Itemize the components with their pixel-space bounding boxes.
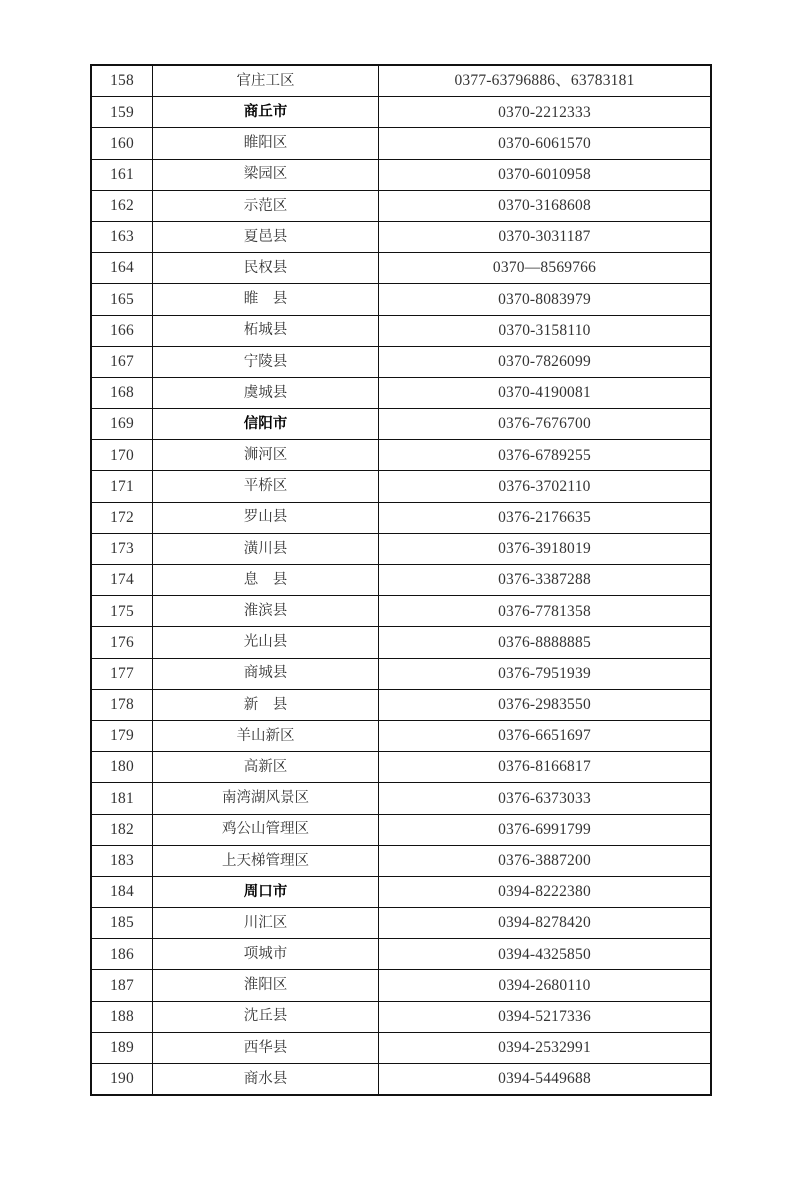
phone-number-cell: 0376-7676700 <box>379 409 712 440</box>
phone-number-cell: 0370-2212333 <box>379 97 712 128</box>
phone-number-cell: 0377-63796886、63783181 <box>379 65 712 97</box>
table-row <box>91 315 711 346</box>
phone-number-cell: 0370-6061570 <box>379 128 712 159</box>
unit-name-cell: 睢阳区 <box>153 128 379 159</box>
phone-number-cell: 0370-8083979 <box>379 284 712 315</box>
table-row <box>91 346 711 377</box>
table-row <box>91 596 711 627</box>
phone-number-cell: 0370-7826099 <box>379 346 712 377</box>
phone-number-cell: 0370-6010958 <box>379 159 712 190</box>
table-row <box>91 627 711 658</box>
unit-name-cell: 商水县 <box>153 1064 379 1096</box>
table-row <box>91 128 711 159</box>
unit-name-cell: 宁陵县 <box>153 346 379 377</box>
table-row <box>91 409 711 440</box>
row-number-cell: 190 <box>91 1064 153 1096</box>
table-row <box>91 159 711 190</box>
unit-name-cell: 淮阳区 <box>153 970 379 1001</box>
table-row <box>91 253 711 284</box>
row-number-cell: 158 <box>91 65 153 97</box>
unit-name-cell: 浉河区 <box>153 440 379 471</box>
row-number-cell: 189 <box>91 1032 153 1063</box>
phone-number-cell: 0394-5449688 <box>379 1064 712 1096</box>
row-number-cell: 181 <box>91 783 153 814</box>
table-row <box>91 65 711 97</box>
unit-name-cell: 民权县 <box>153 253 379 284</box>
table-row <box>91 658 711 689</box>
phone-number-cell: 0394-2680110 <box>379 970 712 1001</box>
unit-name-cell: 新 县 <box>153 689 379 720</box>
table-row <box>91 97 711 128</box>
row-number-cell: 179 <box>91 720 153 751</box>
phone-number-cell: 0376-6373033 <box>379 783 712 814</box>
table-row <box>91 845 711 876</box>
table-row <box>91 221 711 252</box>
table-row <box>91 565 711 596</box>
row-number-cell: 180 <box>91 752 153 783</box>
table-row <box>91 190 711 221</box>
row-number-cell: 177 <box>91 658 153 689</box>
row-number-cell: 165 <box>91 284 153 315</box>
unit-name-cell: 淮滨县 <box>153 596 379 627</box>
unit-name-cell: 平桥区 <box>153 471 379 502</box>
unit-name-cell: 项城市 <box>153 939 379 970</box>
unit-name-cell: 夏邑县 <box>153 221 379 252</box>
phone-number-cell: 0394-2532991 <box>379 1032 712 1063</box>
table-row <box>91 1064 711 1096</box>
table-row <box>91 377 711 408</box>
row-number-cell: 169 <box>91 409 153 440</box>
unit-name-cell: 商城县 <box>153 658 379 689</box>
table-row <box>91 752 711 783</box>
row-number-cell: 182 <box>91 814 153 845</box>
phone-number-cell: 0376-3702110 <box>379 471 712 502</box>
document-page <box>90 64 712 1096</box>
row-number-cell: 173 <box>91 533 153 564</box>
row-number-cell: 167 <box>91 346 153 377</box>
phone-number-cell: 0376-7951939 <box>379 658 712 689</box>
phone-number-cell: 0376-7781358 <box>379 596 712 627</box>
unit-name-cell: 高新区 <box>153 752 379 783</box>
phone-number-cell: 0394-4325850 <box>379 939 712 970</box>
table-row <box>91 502 711 533</box>
table-row <box>91 970 711 1001</box>
unit-name-cell: 虞城县 <box>153 377 379 408</box>
row-number-cell: 170 <box>91 440 153 471</box>
row-number-cell: 162 <box>91 190 153 221</box>
row-number-cell: 160 <box>91 128 153 159</box>
phone-number-cell: 0394-8278420 <box>379 908 712 939</box>
unit-name-cell: 官庄工区 <box>153 65 379 97</box>
table-body <box>91 65 711 1095</box>
row-number-cell: 178 <box>91 689 153 720</box>
unit-name-cell: 示范区 <box>153 190 379 221</box>
row-number-cell: 176 <box>91 627 153 658</box>
row-number-cell: 166 <box>91 315 153 346</box>
unit-name-cell: 西华县 <box>153 1032 379 1063</box>
row-number-cell: 186 <box>91 939 153 970</box>
phone-number-cell: 0370-3158110 <box>379 315 712 346</box>
phone-number-cell: 0370-3168608 <box>379 190 712 221</box>
table-row <box>91 908 711 939</box>
row-number-cell: 161 <box>91 159 153 190</box>
row-number-cell: 174 <box>91 565 153 596</box>
phone-number-cell: 0376-6789255 <box>379 440 712 471</box>
unit-name-cell: 潢川县 <box>153 533 379 564</box>
unit-name-cell: 川汇区 <box>153 908 379 939</box>
phone-number-cell: 0394-5217336 <box>379 1001 712 1032</box>
phone-number-cell: 0376-3387288 <box>379 565 712 596</box>
unit-name-cell: 羊山新区 <box>153 720 379 751</box>
phone-number-cell: 0376-2983550 <box>379 689 712 720</box>
table-row <box>91 783 711 814</box>
phone-directory-table <box>90 64 712 1096</box>
unit-name-cell: 沈丘县 <box>153 1001 379 1032</box>
row-number-cell: 164 <box>91 253 153 284</box>
row-number-cell: 172 <box>91 502 153 533</box>
row-number-cell: 184 <box>91 876 153 907</box>
city-name-cell: 信阳市 <box>153 409 379 440</box>
unit-name-cell: 罗山县 <box>153 502 379 533</box>
phone-number-cell: 0376-3887200 <box>379 845 712 876</box>
unit-name-cell: 光山县 <box>153 627 379 658</box>
table-row <box>91 689 711 720</box>
table-row <box>91 1001 711 1032</box>
unit-name-cell: 上天梯管理区 <box>153 845 379 876</box>
unit-name-cell: 柘城县 <box>153 315 379 346</box>
city-name-cell: 商丘市 <box>153 97 379 128</box>
phone-number-cell: 0376-8888885 <box>379 627 712 658</box>
table-row <box>91 1032 711 1063</box>
unit-name-cell: 睢 县 <box>153 284 379 315</box>
row-number-cell: 163 <box>91 221 153 252</box>
table-row <box>91 284 711 315</box>
table-row <box>91 814 711 845</box>
row-number-cell: 175 <box>91 596 153 627</box>
phone-number-cell: 0370-4190081 <box>379 377 712 408</box>
phone-number-cell: 0376-3918019 <box>379 533 712 564</box>
table-row <box>91 720 711 751</box>
phone-number-cell: 0376-2176635 <box>379 502 712 533</box>
phone-number-cell: 0376-6991799 <box>379 814 712 845</box>
row-number-cell: 185 <box>91 908 153 939</box>
table-row <box>91 440 711 471</box>
unit-name-cell: 鸡公山管理区 <box>153 814 379 845</box>
row-number-cell: 171 <box>91 471 153 502</box>
table-row <box>91 471 711 502</box>
unit-name-cell: 南湾湖风景区 <box>153 783 379 814</box>
table-row <box>91 876 711 907</box>
table-row <box>91 533 711 564</box>
table-row <box>91 939 711 970</box>
row-number-cell: 187 <box>91 970 153 1001</box>
city-name-cell: 周口市 <box>153 876 379 907</box>
unit-name-cell: 梁园区 <box>153 159 379 190</box>
row-number-cell: 168 <box>91 377 153 408</box>
phone-number-cell: 0376-8166817 <box>379 752 712 783</box>
row-number-cell: 183 <box>91 845 153 876</box>
phone-number-cell: 0370-3031187 <box>379 221 712 252</box>
row-number-cell: 188 <box>91 1001 153 1032</box>
row-number-cell: 159 <box>91 97 153 128</box>
phone-number-cell: 0394-8222380 <box>379 876 712 907</box>
unit-name-cell: 息 县 <box>153 565 379 596</box>
phone-number-cell: 0370—8569766 <box>379 253 712 284</box>
phone-number-cell: 0376-6651697 <box>379 720 712 751</box>
